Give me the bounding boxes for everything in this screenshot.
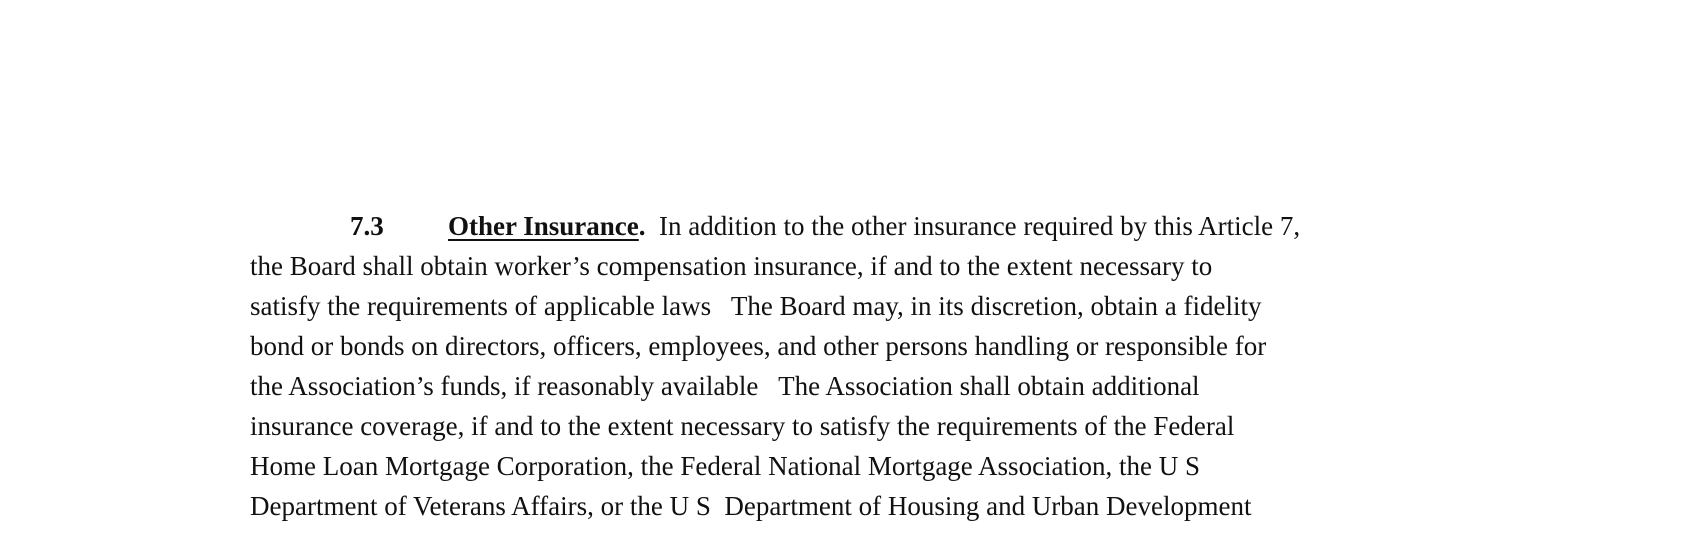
paragraph-line-1-text: In addition to the other insurance required by this Article 7, [645, 211, 1301, 241]
paragraph-line-3: satisfy the requirements of applicable laws The Board may, in its discretion, obtain a fidelity [250, 291, 1262, 321]
section-7-3-paragraph [250, 206, 1610, 526]
paragraph-line-2: the Board shall obtain worker’s compensation insurance, if and to the extent necessary to [250, 251, 1213, 281]
paragraph-line-5: the Association’s funds, if reasonably available The Association shall obtain additional [250, 371, 1200, 401]
paragraph-line-6: insurance coverage, if and to the extent necessary to satisfy the requirements of the Federal [250, 411, 1235, 441]
section-heading: Other Insurance [448, 211, 639, 241]
section-heading-period: . [638, 211, 646, 241]
paragraph-line-4: bond or bonds on directors, officers, employees, and other persons handling or responsible for [250, 331, 1267, 361]
paragraph-line-7: Home Loan Mortgage Corporation, the Federal National Mortgage Association, the U S [250, 451, 1201, 481]
paragraph-line-1 [250, 206, 1610, 246]
section-number: 7.3 [350, 211, 384, 241]
paragraph-line-8: Department of Veterans Affairs, or the U S Department of Housing and Urban Development [250, 491, 1252, 521]
